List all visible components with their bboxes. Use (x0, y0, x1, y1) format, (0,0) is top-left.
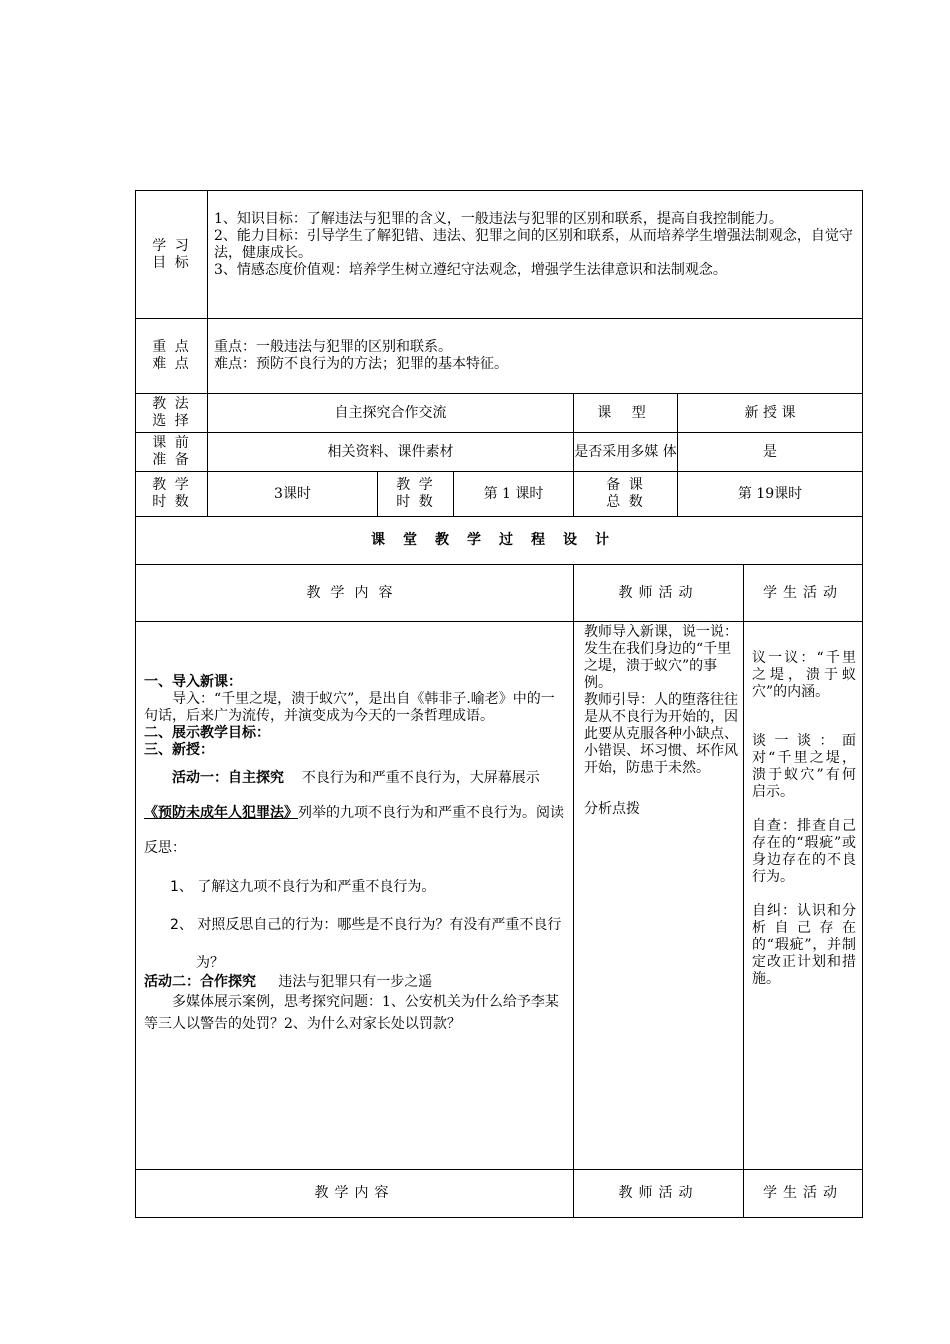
student-self-correct: 自纠：认识和分析自己存在的“瑕疵”，并制定改正计划和措施。 (752, 903, 856, 987)
objective-attitude: 3、情感态度价值观：培养学生树立遵纪守法观念，增强学生法律意识和法制观念。 (214, 262, 727, 278)
activity-two (144, 974, 567, 991)
hours-value: 3课时 (208, 472, 378, 517)
footer-header-teacher: 教师活动 (574, 1170, 744, 1218)
header-teacher: 教师活动 (574, 565, 744, 622)
activity-one (144, 761, 567, 866)
objectives-content (208, 191, 863, 319)
hours-label: 教 学 时 数 (136, 472, 208, 517)
footer-header-row (136, 1170, 863, 1218)
activity-one-text-b: 列举的九项不良行为和严重不良行为。阅读反思： (144, 805, 564, 856)
session-label: 教 学 时 数 (378, 472, 454, 517)
reflection-item-1: 1、 了解这九项不良行为和严重不良行为。 (170, 879, 436, 895)
section-intro-body: 导入：“千里之堤，溃于蚁穴”，是出自《韩非子.喻老》中的一句话，后来广为流传，并演变成为今天的一条哲理成语。 (144, 691, 555, 724)
law-title: 《预防未成年人犯罪法》 (144, 805, 298, 821)
key-points-row (136, 319, 863, 394)
prep-value: 相关资料、课件素材 (208, 433, 574, 472)
section-goals-title: 二、展示教学目标： (144, 725, 270, 741)
process-design-title: 课堂教学过程设计 (136, 517, 863, 565)
total-label: 备 课 总 数 (574, 472, 678, 517)
body-row (136, 622, 863, 1170)
footer-header-content: 教学内容 (136, 1170, 574, 1218)
method-label: 教 法 选 择 (136, 394, 208, 433)
banner-row (136, 517, 863, 565)
objectives-label: 学 习 目 标 (136, 191, 208, 319)
teacher-column (574, 622, 744, 1170)
prep-row (136, 433, 863, 472)
multimedia-label: 是否采用多媒 体 (574, 433, 678, 472)
key-points-label: 重 点 难 点 (136, 319, 208, 394)
student-discuss: 议一议：“千里之堤，溃于蚁穴”的内涵。 (752, 650, 856, 700)
section-new-title: 三、新授： (144, 742, 214, 758)
content-column (136, 622, 574, 1170)
footer-header-student: 学生活动 (744, 1170, 863, 1218)
total-value: 第 19课时 (678, 472, 863, 517)
header-row (136, 565, 863, 622)
difficult-point: 难点：预防不良行为的方法；犯罪的基本特征。 (214, 356, 508, 372)
section-intro-title: 一、导入新课： (144, 674, 242, 690)
teacher-intro: 教师导入新课，说一说：发生在我们身边的“千里之堤，溃于蚁穴”的事例。 (584, 624, 738, 691)
lesson-type-label: 课 型 (574, 394, 678, 433)
reflection-item-2: 2、 对照反思自己的行为：哪些是不良行为？有没有严重不良行为？ (170, 917, 562, 971)
header-student: 学生活动 (744, 565, 863, 622)
lesson-type-value: 新 授 课 (678, 394, 863, 433)
teacher-analysis: 分析点拨 (584, 801, 640, 817)
header-content: 教学内容 (136, 565, 574, 622)
method-value: 自主探究合作交流 (208, 394, 574, 433)
student-column (744, 622, 863, 1170)
activity-two-subtitle: 违法与犯罪只有一步之遥 (278, 974, 433, 990)
multimedia-value: 是 (678, 433, 863, 472)
hours-row (136, 472, 863, 517)
key-points-content (208, 319, 863, 394)
activity-one-title: 活动一：自主探究 (172, 770, 284, 786)
prep-label: 课 前 准 备 (136, 433, 208, 472)
activity-two-title: 活动二：合作探究 (144, 974, 256, 990)
student-self-check: 自查：排查自己存在的“瑕疵”或身边存在的不良行为。 (752, 818, 856, 885)
method-row (136, 394, 863, 433)
session-value: 第 1 课时 (454, 472, 574, 517)
activity-one-text-a: 不良行为和严重不良行为，大屏幕展示 (301, 770, 540, 786)
objective-ability: 2、能力目标：引导学生了解犯错、违法、犯罪之间的区别和联系，从而培养学生增强法制观念，自觉守法，健康成长。 (214, 228, 853, 261)
objective-knowledge: 1、知识目标：了解违法与犯罪的含义，一般违法与犯罪的区别和联系，提高自我控制能力。 (214, 211, 783, 227)
objectives-row (136, 191, 863, 319)
key-point: 重点：一般违法与犯罪的区别和联系。 (214, 339, 452, 355)
activity-two-body: 多媒体展示案例，思考探究问题：1、公安机关为什么给予李某等三人以警告的处罚？2、为什么对家长处以罚款？ (144, 994, 559, 1032)
student-talk: 谈一谈：面对“千里之堤，溃于蚁穴”有何启示。 (752, 733, 856, 800)
lesson-plan-table (135, 190, 863, 1218)
teacher-guide: 教师引导：人的堕落往往是从不良行为开始的，因此要从克服各种小缺点、小错误、坏习惯、坏作风开始，防患于未然。 (584, 692, 738, 776)
